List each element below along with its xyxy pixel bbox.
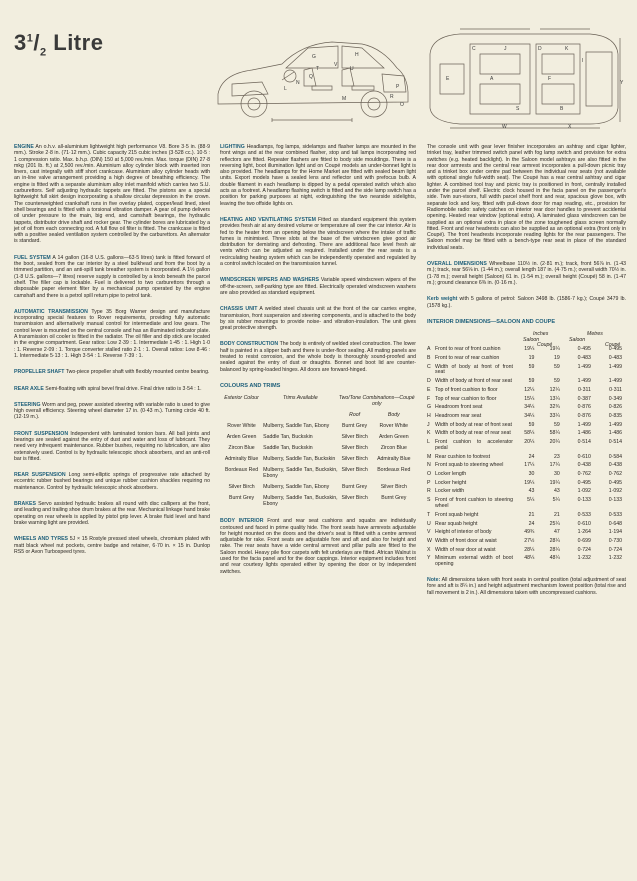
trims-col-twotone: Two/Tone Combinations—Coupé only — [338, 395, 415, 408]
dims-description: Front of front cushion to steering wheel — [435, 497, 513, 510]
column-right — [427, 144, 626, 601]
dims-saloon-in: 59 — [528, 378, 535, 385]
dims-coupe-in: 59 — [554, 363, 560, 370]
dims-letter: C — [427, 363, 431, 370]
dims-description: Locker height — [435, 479, 467, 486]
dims-saloon-in: 21 — [528, 511, 535, 518]
dims-saloon-in: 49¾ — [524, 529, 535, 536]
dims-description: Height of interior of body — [435, 529, 492, 536]
dims-coupe-in: 59 — [554, 378, 560, 385]
dims-col-saloon: Saloon — [523, 337, 540, 344]
diagram-label: B — [560, 106, 564, 112]
dims-letter: G — [427, 404, 432, 411]
diagram-label: W — [502, 124, 507, 130]
spec-chassis — [220, 306, 416, 331]
dims-coupe-m: 1·092 — [608, 488, 622, 495]
dims-coupe-in: 58¼ — [549, 430, 560, 437]
section-text: Variable speed windscreen wipers of the off-the-screen, self-parking type are fitted. Electrically operated windscreen washers are also provided as standard equipment. — [220, 277, 416, 296]
section-heading: Kerb weight — [427, 296, 458, 303]
dims-letter: S — [427, 497, 431, 504]
dims-note — [427, 577, 626, 596]
section-text: Independent with laminated torsion bars. All ball joints and bearings are sealed against the entry of dust and water and loss of lubricant. They need very infrequent maintenance. Rubber bushes, requiring no lubrication, are also extensively used. Control is by hydraulic telescopic shock absorbers, and an anti-roll bar is fitted. — [14, 430, 210, 462]
section-text: Two-piece propeller shaft with flexibly mounted centre bearing. — [65, 369, 210, 376]
diagram-label: E — [446, 76, 450, 82]
spec-brakes — [14, 501, 210, 526]
dims-saloon-m: 0·610 — [577, 520, 591, 527]
interior-dimensions-heading: INTERIOR DIMENSIONS—SALOON AND COUPE — [427, 318, 556, 325]
dims-coupe-in: 5¼ — [552, 497, 560, 504]
dims-coupe-m: 0·483 — [608, 354, 622, 361]
title-fraction-num: 1 — [26, 32, 34, 45]
dims-saloon-in: 20¼ — [524, 439, 535, 446]
dims-description: Width of body at front of front seat — [435, 363, 513, 376]
trims-row: Arden Green Saddle Tan, Buckskin Silver Birch Arden Green — [226, 434, 409, 441]
trims-row: Bordeaux Red Mulberry, Saddle Tan, Buckskin, Ebony Silver Birch Bordeaux Red — [224, 467, 411, 480]
dims-description: Front cushion to accelerator pedal — [435, 439, 513, 451]
dims-letter: F — [427, 395, 431, 402]
dims-description: Minimum external width of boot opening — [435, 555, 513, 568]
dims-saloon-m: 1·486 — [577, 430, 591, 437]
dims-coupe-m: 1·499 — [608, 378, 622, 385]
dims-saloon-in: 15¼ — [524, 395, 535, 402]
dims-coupe-in: 33¼ — [549, 412, 560, 419]
diagram-label: U — [350, 66, 354, 72]
dims-description: Width of body at rear of rear seat — [435, 430, 511, 437]
dims-saloon-m: 0·495 — [577, 346, 591, 353]
dims-col-coupe-m: Coupé — [605, 342, 621, 349]
dims-col-inches: Inches — [533, 331, 549, 338]
dims-letter: K — [427, 430, 431, 437]
dims-saloon-m: 0·876 — [577, 404, 591, 411]
section-heading: STEERING — [14, 401, 41, 408]
section-heading: ENGINE — [14, 144, 34, 150]
dims-coupe-in: 59 — [554, 421, 560, 428]
dims-coupe-in: 17¼ — [549, 462, 560, 469]
section-heading: AUTOMATIC TRANSMISSION — [14, 308, 88, 315]
trims-col-roof: Roof — [349, 412, 361, 419]
diagram-label: F — [548, 76, 552, 82]
dims-letter: Y — [427, 555, 431, 562]
dims-coupe-m: 0·349 — [608, 395, 622, 402]
dims-letter: T — [427, 511, 431, 518]
dims-saloon-in: 59 — [528, 421, 535, 428]
dims-description: Headroom rear seat — [435, 412, 482, 419]
dims-saloon-in: 30 — [528, 471, 535, 478]
dims-description: Top of rear cushion to floor — [435, 395, 497, 402]
diagram-label: H — [355, 52, 359, 58]
spec-wipers — [220, 277, 416, 296]
trims-row: Burnt Grey Mulberry, Saddle Tan, Buckskin, Ebony Silver Birch Burnt Grey — [229, 495, 407, 508]
diagram-label: T — [316, 66, 320, 72]
dims-coupe-m: 1·499 — [608, 421, 622, 428]
dims-coupe-m: 1·486 — [608, 430, 622, 437]
dims-saloon-m: 0·438 — [577, 462, 591, 469]
dims-description: Front to rear of front cushion — [435, 346, 501, 353]
dims-coupe-in: 20¼ — [549, 439, 560, 446]
dims-coupe-m: 1·232 — [608, 555, 622, 562]
dims-saloon-m: 0·514 — [577, 439, 591, 446]
diagram-label: A — [490, 76, 494, 82]
dims-saloon-in: 43 — [528, 488, 535, 495]
dims-coupe-in: 19¼ — [549, 346, 560, 353]
dims-saloon-in: 24 — [528, 453, 535, 460]
dims-saloon-m: 1·499 — [577, 378, 591, 385]
title-word: Litre — [53, 30, 104, 55]
dims-coupe-in: 28¼ — [549, 546, 560, 553]
spec-console: The console unit with gear lever finisher incorporates an ashtray and cigar lighter, trinket tray, leather trimmed switch panel with fog lamp switch and provision for extra switches (e.g. heated backlight). In the Saloon model ashtrays are also fitted in the rear door armrests and the central rear armrest incorporates a pull-down picnic tray and a trinket box under centre pad between the individual rear seats (not available with optional single full-width seat). The Coupé has a rear central ashtray and cigar lighter. A combined tool tray and picnic tray is positioned in front, centrally installed under the parcel shelf. Electric clock housed in the facia panel on the passenger's side. Twin sun-visors, full width parcel shelf front and rear, spacious glove box, with separate lock and key, fitted with pull-down door for map reading, etc., provision for Radiomobile radio: safety catches on interior rear door handles to prevent accidental opening. Heated rear window (optional extra). A laminated glass windscreen can be supplied as an optional extra in place of the zone toughened glass screen normally fitted. Front and rear headrests can also be supplied as an optional extra (front only in Coupé). The front headrests incorporate reading lights for the rear passengers. The Saloon model may be fitted with a bench-type rear seat in place of the standard individual seats. — [427, 144, 626, 251]
spec-overall-dimensions — [427, 261, 626, 286]
section-heading: HEATING AND VENTILATING SYSTEM — [220, 216, 316, 223]
dims-letter: X — [427, 546, 431, 553]
dims-saloon-m: 0·876 — [577, 412, 591, 419]
dims-header — [427, 331, 626, 347]
dims-coupe-m: 0·438 — [608, 462, 622, 469]
spec-engine — [14, 144, 210, 245]
section-text: Semi-floating with spiral bevel final drive. Final drive ratio is 3·54 : 1. — [45, 385, 202, 392]
dims-letter: H — [427, 412, 431, 419]
section-text: Wheelbase 110½ in. (2·81 m.); track, front 56⅞ in. (1·43 m.); track, rear 56⅛ in. (1·44 m.); overall length 187 in. (4·75 m.); overall width 70½ in. (1·78 m.); overall height (Saloon) 61 in. (1·54 m.); overall height (Coupé) 58 in. (1·47 m.); ground clearance 6⅜ in. (0·16 m.). — [427, 261, 626, 286]
section-text: A welded steel chassis unit at the front of the car carries engine, transmission, front suspension and steering components, and is attached to the body by six rubber mountings to provide noise- and vibration-insulation. The unit gives great protective strength. — [220, 306, 416, 332]
dims-saloon-in: 17¼ — [524, 462, 535, 469]
section-text: Servo assisted hydraulic brakes all round with disc callipers at the front, and leading and trailing shoe drum brakes at the rear. Mechanical linkage hand brake operating on rear wheels is applied by pistol grip lever. A brake fluid level and hand brake warning light are provided. — [14, 501, 210, 526]
section-heading: FRONT SUSPENSION — [14, 430, 69, 437]
dims-coupe-in: 48¼ — [549, 555, 560, 562]
dims-description: Front squab height — [435, 511, 479, 518]
spec-heating — [220, 217, 416, 267]
dims-row — [427, 365, 626, 380]
column-middle — [220, 144, 416, 585]
dims-saloon-in: 19¼ — [524, 479, 535, 486]
trims-row: Rover White Mulberry, Saddle Tan, Ebony Burnt Grey Rover White — [227, 423, 409, 430]
dims-letter: O — [427, 471, 432, 478]
section-heading: BODY INTERIOR — [220, 518, 264, 525]
diagram-label: X — [568, 124, 572, 130]
dims-coupe-m: 0·724 — [608, 546, 622, 553]
dims-letter: J — [427, 421, 430, 428]
diagram-label: K — [565, 46, 569, 52]
interior-dimensions-table — [427, 347, 626, 571]
spec-fuel-system — [14, 255, 210, 299]
dims-col-saloon-m: Saloon — [569, 337, 586, 344]
trims-row: Zircon Blue Saddle Tan, Buckskin Silver Birch Zircon Blue — [228, 445, 407, 452]
trims-header-row — [220, 395, 416, 412]
section-heading: CHASSIS UNIT — [220, 306, 258, 313]
dims-letter: B — [427, 354, 431, 361]
dims-saloon-m: 0·133 — [577, 497, 591, 504]
dims-letter: A — [427, 346, 431, 353]
dims-letter: L — [427, 439, 430, 446]
dims-col-coupe: Coupé — [537, 342, 553, 349]
spec-front-suspension — [14, 431, 210, 462]
page-title: $3^1/_2$ Litre — [14, 30, 104, 59]
dims-coupe-m: 1·499 — [608, 363, 622, 370]
dims-saloon-m: 0·495 — [577, 479, 591, 486]
dims-saloon-in: 19 — [528, 354, 535, 361]
dims-saloon-in: 34¼ — [524, 412, 535, 419]
dims-description: Width of body at rear of front seat — [435, 421, 512, 428]
section-heading: REAR SUSPENSION — [14, 472, 66, 479]
dims-saloon-in: 19¼ — [524, 346, 535, 353]
spec-propeller-shaft — [14, 369, 210, 375]
section-heading: BODY CONSTRUCTION — [220, 341, 279, 348]
section-text: Fitted as standard equipment this system provides fresh air at any desired volume or temperature all over the car interior. Air is fed to the heater from an opening below the windscreen where the intake of traffic fumes is minimised. Three slots at the base of the windscreen give good air distribution for demisting and defrosting. There are additional face level fresh air vents which can be adjusted as required. Installed under the rear seats is a recirculating heating system which can be independently operated and regulated by a control switch located on the transmission tunnel. — [220, 216, 416, 268]
dims-saloon-m: 0·699 — [577, 537, 591, 544]
section-heading: LIGHTING — [220, 144, 245, 150]
dims-coupe-in: 19 — [554, 354, 560, 361]
diagram-label: Y — [620, 80, 624, 86]
dims-coupe-m: 0·514 — [608, 439, 622, 446]
dims-description: Headroom front seat — [435, 404, 483, 411]
dims-row — [427, 556, 626, 571]
dims-saloon-in: 12¼ — [524, 386, 535, 393]
dims-letter: E — [427, 386, 431, 393]
dims-saloon-in: 34¼ — [524, 404, 535, 411]
colours-trims-table — [220, 395, 416, 512]
section-heading: PROPELLER SHAFT — [14, 369, 65, 376]
dims-saloon-m: 0·724 — [577, 546, 591, 553]
dims-description: Front squab to steering wheel — [435, 462, 504, 469]
dims-saloon-m: 1·232 — [577, 555, 591, 562]
trims-row: Silver Birch Mulberry, Saddle Tan, Ebony Burnt Grey Silver Birch — [228, 484, 407, 491]
dims-coupe-in: 12¼ — [549, 386, 560, 393]
dims-description: Rear squab height — [435, 520, 478, 527]
dims-description: Locker length — [435, 471, 467, 478]
dims-saloon-in: 28¼ — [524, 546, 535, 553]
title-number: 3 — [14, 30, 27, 55]
diagram-label: L — [284, 86, 287, 92]
dims-coupe-in: 47 — [554, 529, 560, 536]
dims-coupe-m: 0·835 — [608, 412, 622, 419]
trims-col-trims: Trims Available — [282, 395, 318, 402]
dims-coupe-m: 0·826 — [608, 404, 622, 411]
dims-saloon-in: 48¼ — [524, 555, 535, 562]
section-text: Long semi-elliptic springs of progressive rate attached by eccentric rubber bushed bearings and unique rubber cushion shackles requiring no maintenance. Control by hydraulic telescopic shock absorbers. — [14, 472, 211, 491]
dims-description: Width of front door at waist — [435, 537, 497, 544]
spec-transmission — [14, 309, 210, 359]
diagram-label: C — [472, 46, 476, 52]
dims-coupe-in: 43 — [554, 488, 560, 495]
dims-saloon-m: 1·499 — [577, 363, 591, 370]
section-text: Headlamps, fog lamps, sidelamps and flasher lamps are mounted in the front wings and at the rear combined flasher, stop and tail lamps incorporating red reflectors are fitted. Repeater flashers are fitted to body side mouldings. There is a reversing light, boot illumination light and on Coupé models an under-bonnet light is also provided. The headlamps for the Home Market are fitted with sealed beam light units. Export models have a sealed lens and reflector unit with prefocus bulb. A double filament in each headlamp is dipped by a pedal operated switch which also acts as a footrest. A headlamp flashing switch is fitted and the side lamp switch has a position for parking purposes at night, extinguishing the two nearside sidelights, leaving the two offside lights on. — [220, 144, 416, 207]
dims-row — [427, 498, 626, 513]
dims-coupe-m: 0·495 — [608, 346, 622, 353]
dims-coupe-in: 28¼ — [549, 537, 560, 544]
dims-coupe-m: 0·495 — [608, 479, 622, 486]
colours-trims-heading: COLOURS AND TRIMS — [220, 382, 281, 389]
spec-lighting — [220, 144, 416, 207]
diagram-label: P — [396, 84, 400, 90]
dims-coupe-m: 0·584 — [608, 453, 622, 460]
diagram-label: S — [516, 106, 520, 112]
dims-saloon-m: 0·762 — [577, 471, 591, 478]
dims-saloon-in: 27½ — [524, 537, 535, 544]
dims-letter: U — [427, 520, 431, 527]
spec-wheels-tyres — [14, 536, 210, 555]
dims-coupe-m: 0·762 — [608, 471, 622, 478]
spec-kerb-weight — [427, 296, 626, 309]
spec-rear-axle — [14, 386, 210, 392]
section-text: Type 35 Borg Warner design and manufacture incorporating special features to Rover requirements, providing fully automatic transmission and alternatively manual control for intermediate and low gears. The control lever is mounted on the central console and has an illuminated indicator plate. A transmission oil cooler is fitted in the radiator. The oil filler and dip stick are located in the engine compartment. Gear ratios: Low 2·39 : 1. Intermediate 1·45 : 1. High 1·0 : 1. Reverse 2·09 : 1. Torque converter stalled ratio 2·1 : 1. Overall ratios: Low 8·46 : 1. Intermediate 5·13 : 1. High 3·54 : 1. Reverse 7·39 : 1. — [14, 308, 210, 359]
dims-description: Top of front cushion to floor — [435, 386, 498, 393]
dims-col-metres: Metres — [587, 331, 603, 338]
dims-coupe-in: 30 — [554, 471, 560, 478]
diagram-label: O — [400, 102, 404, 108]
dims-letter: W — [427, 537, 432, 544]
dims-letter: P — [427, 479, 431, 486]
title-fraction-den: 2 — [40, 46, 47, 59]
trims-subheader-row — [220, 412, 416, 423]
dims-description: Rear cushion to footrest — [435, 453, 491, 460]
dims-saloon-m: 0·610 — [577, 453, 591, 460]
dims-saloon-m: 0·387 — [577, 395, 591, 402]
dims-saloon-in: 5¼ — [527, 497, 535, 504]
dims-coupe-m: 0·648 — [608, 520, 622, 527]
section-text: 5J × 15 Rostyle pressed steel wheels, chromium plated with matt black wheel nut pockets, centre badge and retainer, 6·70 in. × 15 in. Dunlop RS5 or Avon Turbospeed tyres. — [14, 536, 210, 555]
trims-row: Admiralty Blue Mulberry, Saddle Tan, Buckskin Silver Birch Admiralty Blue — [224, 456, 411, 463]
car-plan-labels — [420, 24, 626, 136]
car-side-labels — [212, 24, 412, 136]
diagram-label: M — [342, 96, 347, 102]
diagram-label: D — [538, 46, 542, 52]
dims-saloon-m: 1·264 — [577, 529, 591, 536]
dims-coupe-in: 21 — [554, 511, 560, 518]
dims-coupe-in: 23 — [554, 453, 560, 460]
dims-coupe-m: 0·533 — [608, 511, 622, 518]
spec-body-interior — [220, 518, 416, 575]
dims-coupe-in: 32¾ — [549, 404, 560, 411]
trims-col-body: Body — [387, 412, 400, 419]
dims-description: Front to rear of rear cushion — [435, 354, 500, 361]
section-heading: WINDSCREEN WIPERS AND WASHERS — [220, 277, 319, 284]
diagram-label: G — [312, 54, 316, 60]
dims-saloon-in: 24 — [528, 520, 535, 527]
dims-saloon-m: 0·533 — [577, 511, 591, 518]
dims-coupe-in: 25¼ — [549, 520, 560, 527]
dims-saloon-in: 59 — [528, 363, 535, 370]
dims-coupe-m: 1·194 — [608, 529, 622, 536]
dims-coupe-in: 13¼ — [549, 395, 560, 402]
section-text: Front and rear seat cushions and squabs are individually contoured and faced in prime quality hide. The front seats have armrests adjustable for height mounted on the doors and the driver's seat is fitted with a centre armrest adjustable for rake. Front seats are adjustable fore and aft and also for height and rake. The rear seats have a wide central armrest and pillar pulls are fitted to the Saloon model. Heavy pile floor carpets with felt underlays are fitted. African Walnut is used for the facia panel and for the door cappings. Interior equipment includes front and rear courtesy lights operated either by opening the door or by independent switches. — [220, 518, 416, 575]
note-label: Note: — [427, 576, 441, 583]
section-heading: WHEELS AND TYRES — [14, 536, 68, 543]
spec-steering — [14, 402, 210, 421]
section-heading: BRAKES — [14, 501, 36, 508]
dims-saloon-m: 1·092 — [577, 488, 591, 495]
dims-coupe-in: 19¼ — [549, 479, 560, 486]
dims-saloon-in: 58¼ — [524, 430, 535, 437]
diagram-label: N — [296, 80, 300, 86]
spec-rear-suspension — [14, 472, 210, 491]
dims-saloon-m: 0·311 — [577, 386, 591, 393]
diagram-label: Q — [309, 74, 313, 80]
section-text: An o.h.v. all-aluminium lightweight high performance V8. Bore 3·5 in. (88·9 mm.). Stroke 2·8 in. (71·12 mm.). Cubic capacity 215 cubic inches (3·528 cc.). 10·5 : 1 compression ratio. Max. b.h.p. (DIN) 150 at 5,000 rev./min. Max. torque (DIN) 27·8 mkg (201 lb. ft.) at 2,500 rev./min. Aluminium alloy cylinder block with inserted iron liners, cast integrally with stiff short crankcase. Aluminium alloy cylinder heads with an in-line valve arrangement providing a high degree of breathing efficiency. The engine is fitted with a separate aluminium alloy inlet manifold which carries two S.U. carburettors. Self adjusting hydraulic tappets are fitted. The pistons are a special lightweight full skirt design incorporating a shallow circular depression in the crown. The counterweighted crankshaft runs in five overlay plated, copper/lead lined, steel shell bearings and is fitted with a torsional vibration damper. A gear oil pump delivers oil under pressure to the main, big end, and camshaft bearings, the hydraulic tappets, distributor drive shaft and rocker gear. The cylinder bores are lubricated by a jet of oil from each connecting rod. A full flow oil filter is fitted. The crankcase is fitted with a positive sealed ventilation system controlled by the carburettors. An alternator is standard. — [14, 144, 211, 245]
dims-row — [427, 440, 626, 455]
column-left — [14, 144, 210, 565]
dims-description: Width of body at front of rear seat — [435, 378, 512, 385]
note-text: All dimensions taken with front seats in central position (total adjustment of seat fore and aft is 8¼ in.) and height adjustment mechanism lowest position (total rise and fall movement is 2 in.). All dimensions taken with uncompressed cushions. — [427, 576, 626, 596]
trims-col-exterior: Exterior Colour — [224, 395, 259, 402]
diagram-label: R — [390, 94, 394, 100]
section-text: with 5 gallons of petrol: Saloon 3498 lb. (1586·7 kg.); Coupé 3479 lb. (1578 kg.). — [427, 296, 626, 309]
dims-description: Width of rear door at waist — [435, 546, 496, 553]
dims-letter: V — [427, 529, 431, 536]
dims-coupe-m: 0·730 — [608, 537, 622, 544]
dims-letter: R — [427, 488, 431, 495]
section-text: The body is entirely of welded steel construction. The lower half is painted in a slipper bath and there is under-floor sealing. All mating panels are treated to resist corrosion, and the whole body is thoroughly sound-proofed and sealed against the entry of dust or draughts. Bonnet and boot lid are counter-balanced by spring-loaded hinges. All doors are forward-hinged. — [220, 341, 416, 373]
diagram-label: J — [504, 46, 507, 52]
dims-letter: D — [427, 378, 431, 385]
section-text: A 14 gallon (16·8 U.S. gallons—63·5 litres) tank is fitted forward of the boot, sealed from the car interior by a steel bulkhead and from the boot by a trimmed partition, and an anti-spill tank breather system is incorporated. A 1½ gallon (1·8 U.S. gallons—7 litres) reserve supply is controlled by a knob beneath the parcel shelf. The filler cap is lockable. Fuel is delivered to two carburettors through a disposable paper element filter by a mechanical pump operated by the engine camshaft and there is a petrol spill return pipe to petrol tank. — [14, 254, 210, 299]
dims-coupe-m: 0·311 — [609, 386, 622, 393]
dims-coupe-m: 0·133 — [608, 497, 622, 504]
dims-saloon-m: 0·483 — [577, 354, 591, 361]
spec-body-construction — [220, 341, 416, 372]
dims-description: Locker width — [435, 488, 465, 495]
diagram-label: V — [334, 62, 338, 68]
dims-letter: N — [427, 462, 431, 469]
section-heading: OVERALL DIMENSIONS — [427, 261, 487, 268]
section-heading: REAR AXLE — [14, 385, 44, 392]
dims-letter: M — [427, 453, 432, 460]
dims-saloon-m: 1·499 — [577, 421, 591, 428]
diagram-label: I — [582, 58, 584, 64]
section-text: Worm and peg, power assisted steering with variable ratio is used to give high overall efficiency. Steering wheel diameter 17 in. (0·43 m.). Turning circle 40 ft. (12·19 m.). — [14, 401, 210, 421]
section-heading: FUEL SYSTEM — [14, 254, 51, 261]
